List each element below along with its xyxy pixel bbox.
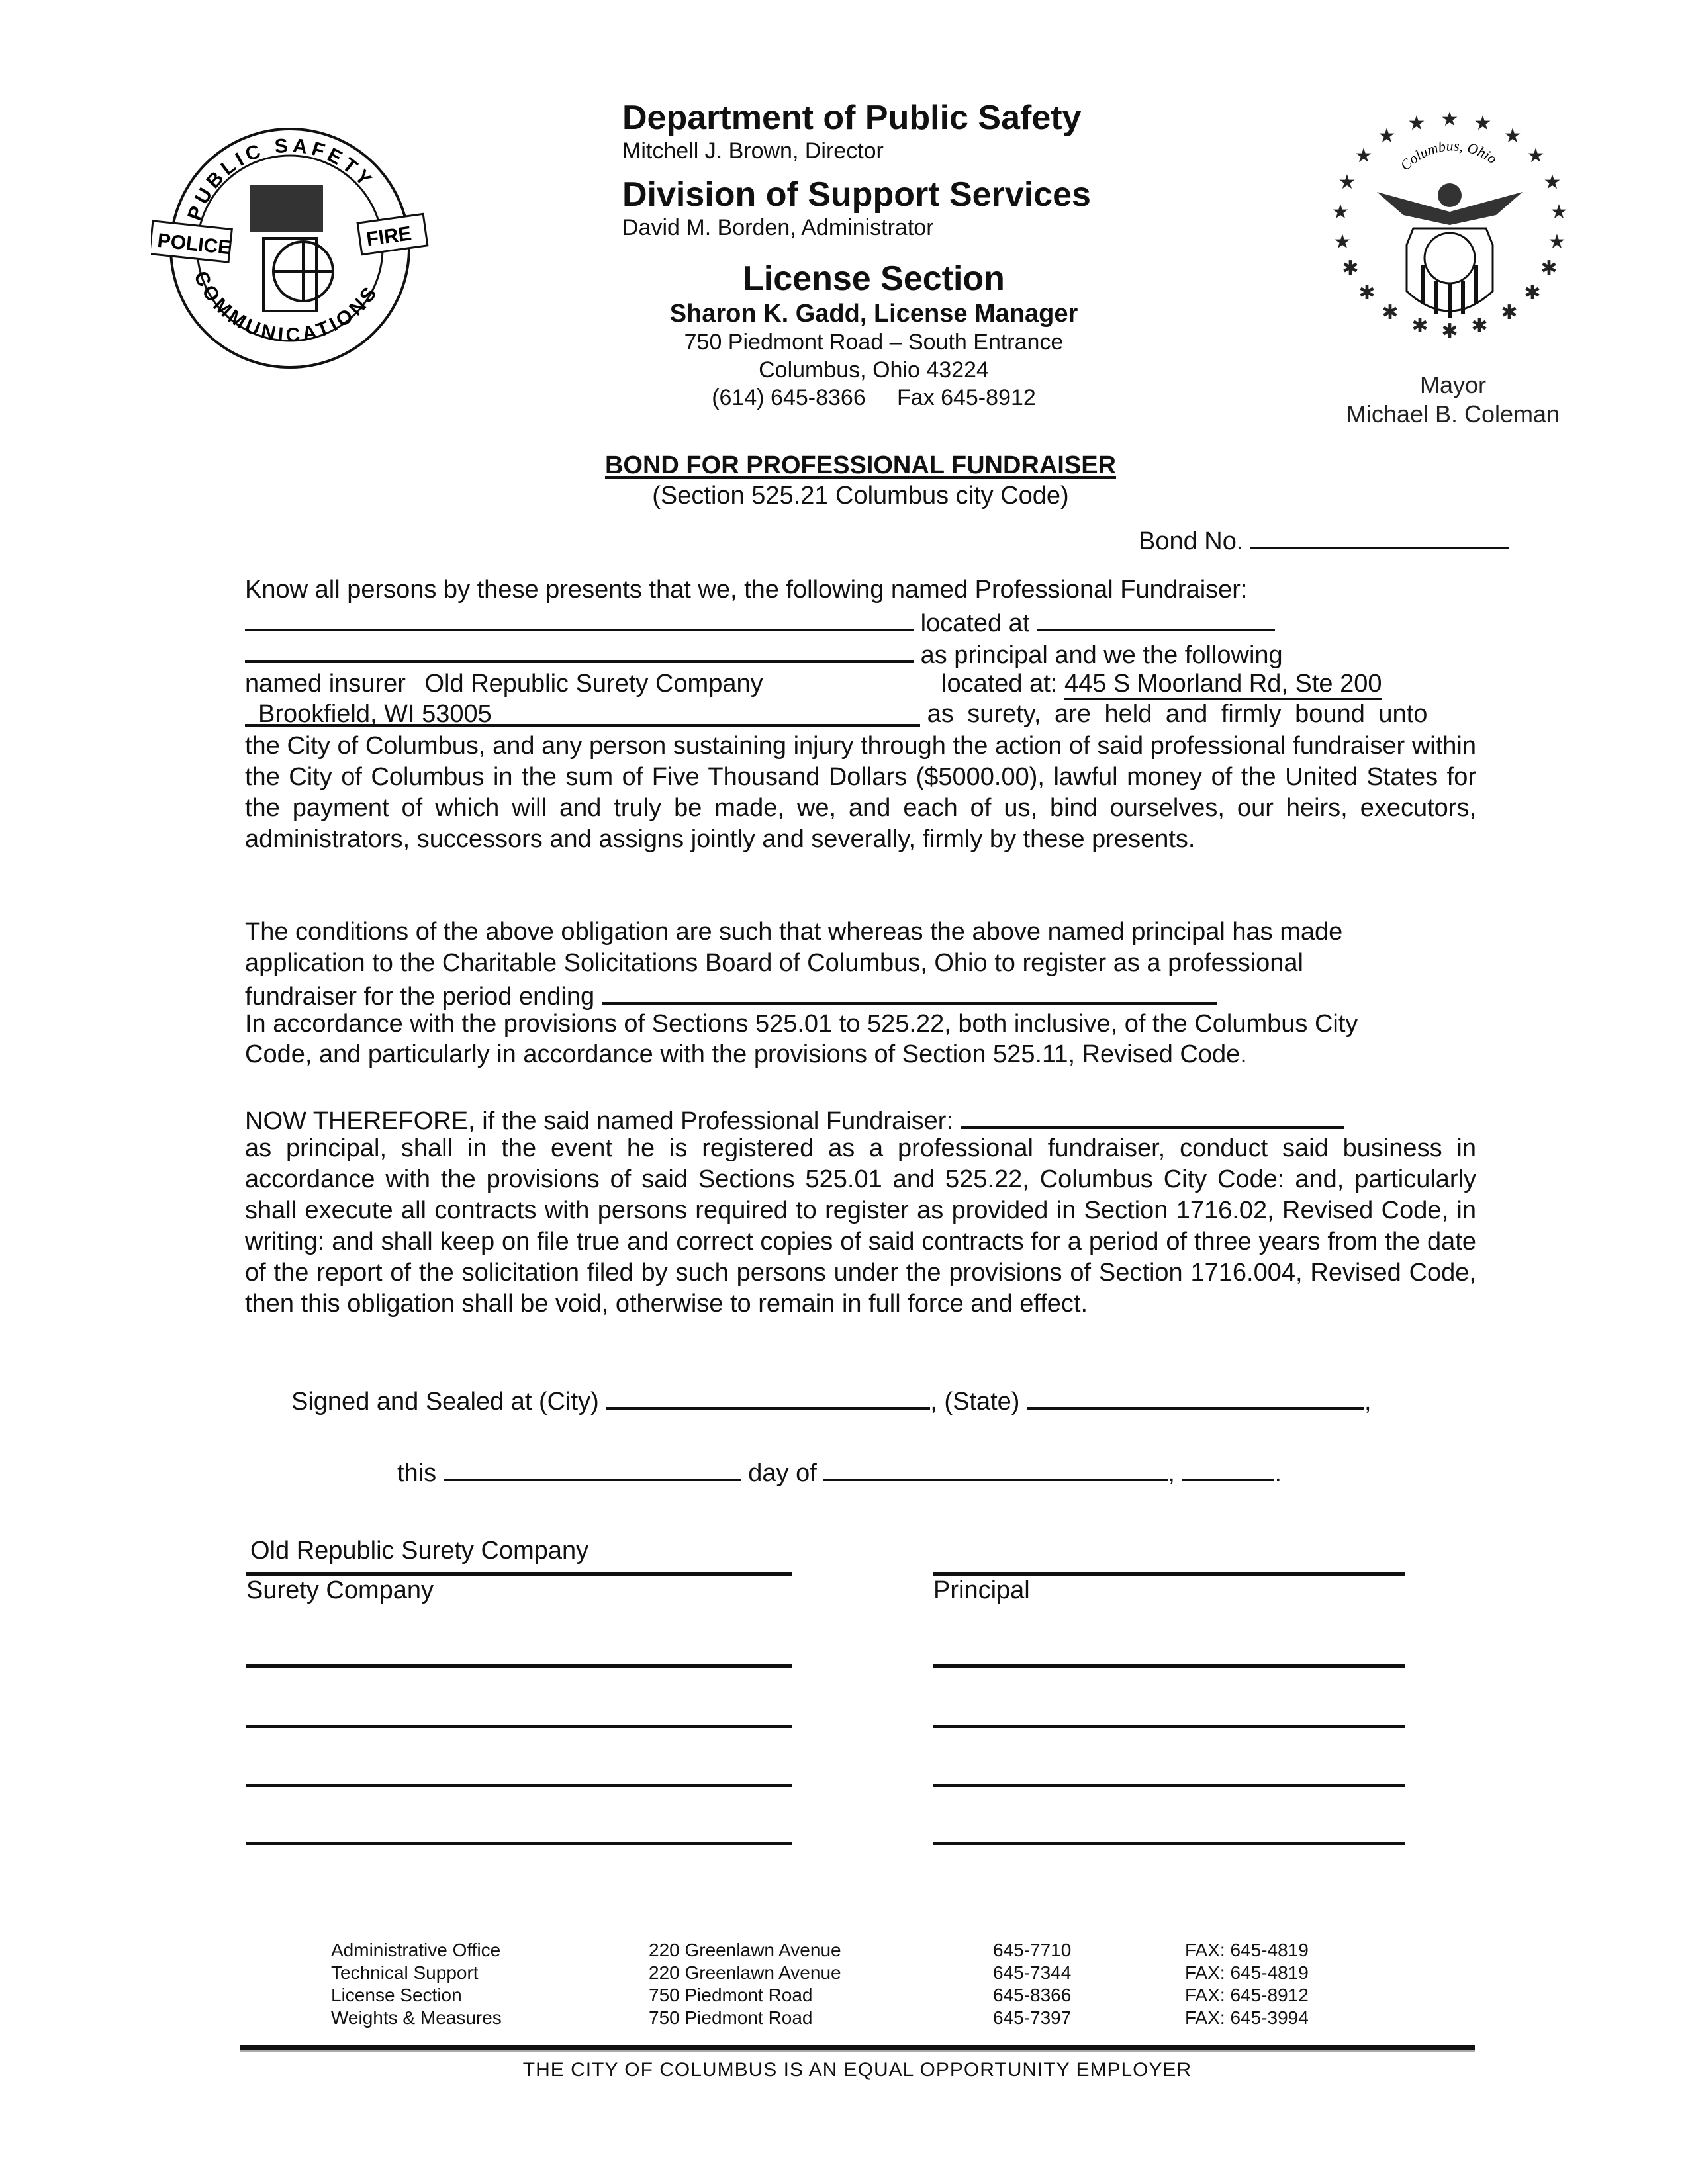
period-ending-label: fundraiser for the period ending [245, 983, 595, 1011]
as-principal-text: as principal and we the following [920, 641, 1283, 669]
principal-signature-line-1[interactable] [933, 1664, 1405, 1668]
signed-sealed-row: Signed and Sealed at (City) , (State) , [291, 1383, 1523, 1418]
date-row: this day of , . [397, 1455, 1628, 1489]
city-of-columbus-seal-icon [1324, 106, 1575, 357]
insurer-address-input[interactable]: 445 S Moorland Rd, Ste 200 [1064, 670, 1382, 700]
division-name: Division of Support Services [622, 175, 1091, 214]
signed-state-input[interactable] [1027, 1383, 1364, 1410]
month-input[interactable] [823, 1455, 1168, 1481]
fundraiser-address-input[interactable] [245, 637, 914, 663]
svg-text:✱: ✱ [1501, 301, 1518, 324]
principal-signature-block [933, 1535, 1405, 1880]
footer-row: Administrative Office 220 Greenlawn Avenue 645-7710 FAX: 645-4819 [331, 1940, 1309, 1960]
fundraiser-location-input[interactable] [1037, 605, 1275, 631]
header-block [622, 98, 1125, 241]
fundraiser-name-input[interactable] [245, 605, 914, 631]
state-label: , (State) [930, 1388, 1020, 1416]
administrator-name: David M. Borden, Administrator [622, 215, 934, 240]
bond-number-label: Bond No. [1139, 527, 1244, 555]
svg-text:✱: ✱ [1540, 257, 1558, 280]
form-subtitle: (Section 525.21 Columbus city Code) [652, 482, 1069, 510]
surety-company-name[interactable]: Old Republic Surety Company [250, 1537, 589, 1565]
address-line: 750 Piedmont Road – South Entrance [684, 330, 1064, 355]
surety-signature-line-4[interactable] [246, 1842, 792, 1845]
phone-line: (614) 645-8366 Fax 645-8912 [712, 385, 1036, 410]
svg-text:✱: ✱ [1471, 314, 1488, 338]
principal-signature-line-2[interactable] [933, 1725, 1405, 1728]
located-at-label: located at [920, 610, 1030, 637]
svg-text:★: ★ [1543, 171, 1562, 194]
surety-company-label: Surety Company [246, 1576, 434, 1604]
manager-name: Sharon K. Gadd, License Manager [669, 300, 1078, 328]
insurer-city-input[interactable]: Brookfield, WI 53005 [245, 699, 920, 727]
named-insurer-input[interactable]: Old Republic Surety Company [424, 670, 763, 698]
svg-text:✱: ✱ [1441, 320, 1458, 343]
conditions-line-2: application to the Charitable Solicitations Board of Columbus, Ohio to register as a professional [245, 949, 1303, 977]
public-safety-seal-icon [151, 113, 429, 377]
svg-text:★: ★ [1331, 201, 1350, 224]
svg-text:✱: ✱ [1358, 281, 1376, 304]
mayor-name: Michael B. Coleman [1346, 400, 1560, 428]
svg-text:FIRE: FIRE [365, 222, 413, 251]
svg-text:PUBLIC SAFETY: PUBLIC SAFETY [183, 134, 379, 224]
footer-row: Technical Support 220 Greenlawn Avenue 645-7344 FAX: 645-4819 [331, 1962, 1309, 1983]
bond-number-field [1139, 523, 1509, 556]
bond-number-input[interactable] [1250, 523, 1509, 549]
conditions-line-5: Code, and particularly in accordance with the provisions of Section 525.11, Revised Code. [245, 1040, 1247, 1068]
svg-text:✱: ✱ [1342, 257, 1359, 280]
svg-text:★: ★ [1548, 230, 1566, 253]
svg-text:★: ★ [1378, 124, 1396, 148]
principal-signature-line-4[interactable] [933, 1842, 1405, 1845]
license-section-block [622, 258, 1125, 412]
footer-divider [240, 2045, 1475, 2052]
section-name: License Section [743, 259, 1005, 298]
surety-signature-line-1[interactable] [246, 1664, 792, 1668]
signed-city-input[interactable] [606, 1383, 930, 1410]
now-therefore-paragraph: as principal, shall in the event he is registered as a professional fundraiser, conduct said business in accordance with the provisions of said Sections 525.01 and 525.22, Columbus City Code: and, particularly shall execute all contracts with persons required to register as provided in Section 1716.02, Revised Code, in writing: and shall keep on file true and correct copies of said contracts for a period of three years from the date of the report of the solicitation filed by such persons under the provisions of Section 1716.004, Revised Code, then this obligation shall be void, otherwise to remain in full force and effect. [245, 1134, 1476, 1318]
footer-office-directory [331, 1939, 1364, 2029]
svg-text:★: ★ [1440, 108, 1459, 131]
svg-text:✱: ✱ [1524, 281, 1541, 304]
surety-signature-line-2[interactable] [246, 1725, 792, 1728]
principal-signature-line-3[interactable] [933, 1784, 1405, 1787]
year-input[interactable] [1182, 1455, 1274, 1481]
intro-text: Know all persons by these presents that we, the following named Professional Fundraiser: [245, 576, 1248, 604]
svg-text:★: ★ [1333, 230, 1352, 253]
svg-text:★: ★ [1526, 144, 1545, 167]
day-of-label: day of [748, 1459, 817, 1487]
director-name: Mitchell J. Brown, Director [622, 138, 884, 163]
insurer-located-label: located at: [941, 670, 1058, 698]
conditions-line-4: In accordance with the provisions of Sections 525.01 to 525.22, both inclusive, of the Columbus City [245, 1010, 1358, 1038]
svg-text:★: ★ [1354, 144, 1373, 167]
now-therefore-fundraiser-input[interactable] [961, 1103, 1344, 1129]
footer-row: Weights & Measures 750 Piedmont Road 645-7397 FAX: 645-3994 [331, 2007, 1309, 2028]
surety-signature-line-3[interactable] [246, 1784, 792, 1787]
department-name: Department of Public Safety [622, 99, 1082, 137]
named-insurer-label: named insurer [245, 670, 406, 698]
day-input[interactable] [444, 1455, 741, 1481]
conditions-line-1: The conditions of the above obligation are such that whereas the above named principal has made [245, 918, 1343, 946]
mayor-block [1311, 371, 1595, 429]
svg-text:POLICE: POLICE [156, 229, 232, 259]
svg-text:★: ★ [1338, 171, 1356, 194]
svg-text:✱: ✱ [1411, 314, 1429, 338]
form-title-block [530, 450, 1192, 511]
this-label: this [397, 1459, 437, 1487]
now-therefore-label: NOW THEREFORE, if the said named Professional Fundraiser: [245, 1107, 954, 1135]
svg-text:Columbus, Ohio: Columbus, Ohio [1397, 137, 1501, 174]
footer-row: License Section 750 Piedmont Road 645-8366 FAX: 645-8912 [331, 1985, 1309, 2005]
svg-text:COMMUNICATIONS: COMMUNICATIONS [189, 267, 383, 347]
form-title: BOND FOR PROFESSIONAL FUNDRAISER [604, 451, 1116, 479]
principal-label: Principal [933, 1576, 1030, 1604]
mayor-title: Mayor [1419, 371, 1487, 398]
svg-text:★: ★ [1550, 201, 1568, 224]
city-line: Columbus, Ohio 43224 [759, 357, 989, 383]
bond-obligation-paragraph: the City of Columbus, and any person sustaining injury through the action of said professional fundraiser within the City of Columbus in the sum of Five Thousand Dollars ($5000.00), lawful money of the United States for the payment of which will and truly be made, we, and each of us, bind ourselves, our heirs, executors, administrators, successors and assigns jointly and severally, firmly by these presents. [245, 732, 1476, 853]
surety-signature-block [246, 1535, 792, 1880]
signed-sealed-label: Signed and Sealed at (City) [291, 1388, 599, 1416]
svg-text:✱: ✱ [1382, 301, 1399, 324]
equal-opportunity-statement: THE CITY OF COLUMBUS IS AN EQUAL OPPORTUNITY EMPLOYER [522, 2059, 1192, 2081]
svg-text:★: ★ [1474, 112, 1492, 135]
period-ending-input[interactable] [602, 978, 1217, 1005]
as-surety-text: as surety, are held and firmly bound unto [927, 700, 1428, 728]
svg-text:★: ★ [1407, 112, 1426, 135]
svg-text:★: ★ [1503, 124, 1522, 148]
